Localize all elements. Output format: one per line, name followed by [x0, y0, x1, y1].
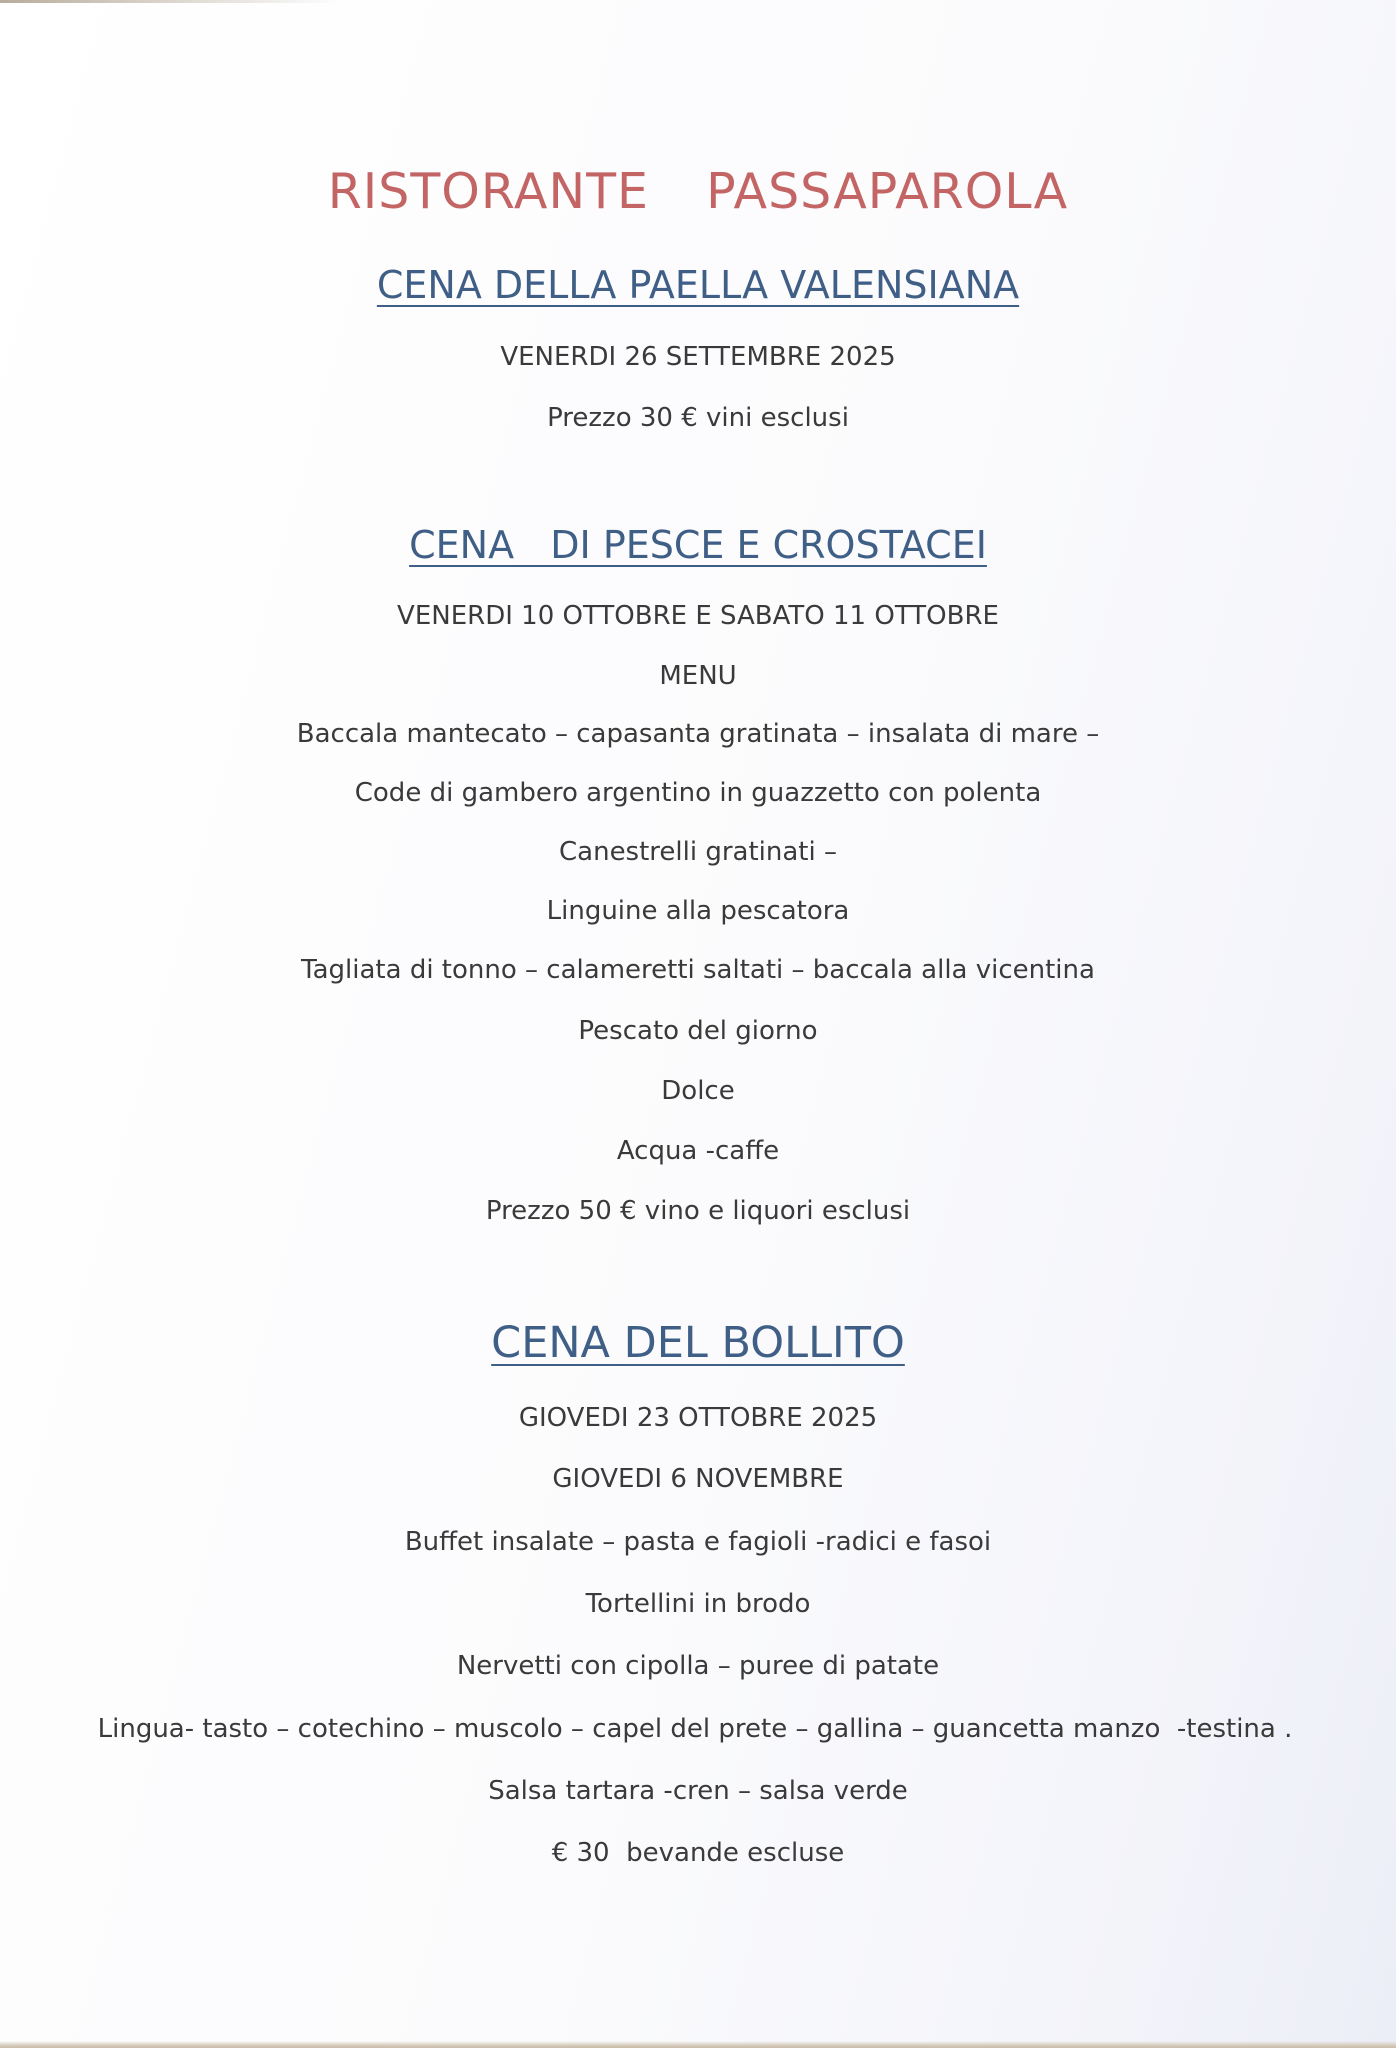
bollito-title: CENA DEL BOLLITO — [491, 1318, 905, 1368]
pesce-menu-item: Baccala mantecato – capasanta gratinata – insalata di mare – — [296, 719, 1100, 749]
bollito-date-2: GIOVEDI 6 NOVEMBRE — [552, 1464, 844, 1494]
pesce-dates: VENERDI 10 OTTOBRE E SABATO 11 OTTOBRE — [397, 601, 999, 631]
paper-bottom-edge — [0, 2041, 1396, 2048]
bollito-menu-item: Tortellini in brodo — [585, 1589, 811, 1619]
paella-date: VENERDI 26 SETTEMBRE 2025 — [500, 342, 896, 372]
pesce-title: CENA DI PESCE E CROSTACEI — [409, 523, 987, 567]
bollito-date-1: GIOVEDI 23 OTTOBRE 2025 — [518, 1403, 878, 1433]
bollito-menu-item: Lingua- tasto – cotechino – muscolo – capel del prete – gallina – guancetta manzo -testina . — [97, 1714, 1293, 1744]
pesce-menu-item: Linguine alla pescatora — [546, 896, 850, 926]
pesce-menu-item: Dolce — [661, 1076, 735, 1106]
bollito-menu-item: Buffet insalate – pasta e fagioli -radici e fasoi — [404, 1527, 992, 1557]
pesce-menu-item: Code di gambero argentino in guazzetto con polenta — [354, 778, 1042, 808]
paper-top-edge — [0, 0, 340, 3]
paella-price: Prezzo 30 € vini esclusi — [547, 403, 849, 433]
paella-title: CENA DELLA PAELLA VALENSIANA — [376, 263, 1020, 307]
bollito-menu-item: Salsa tartara -cren – salsa verde — [488, 1776, 908, 1806]
bollito-price: € 30 bevande escluse — [551, 1838, 845, 1868]
pesce-menu-item: Tagliata di tonno – calameretti saltati – baccala alla vicentina — [301, 955, 1095, 985]
restaurant-name: RISTORANTE PASSAPAROLA — [327, 163, 1069, 220]
pesce-menu-item: Acqua -caffe — [616, 1136, 780, 1166]
pesce-price: Prezzo 50 € vino e liquori esclusi — [485, 1196, 911, 1226]
bollito-menu-item: Nervetti con cipolla – puree di patate — [456, 1651, 940, 1681]
pesce-menu-item: Pescato del giorno — [578, 1016, 818, 1046]
pesce-menu-item: Canestrelli gratinati – — [559, 837, 837, 867]
pesce-menu-label: MENU — [659, 661, 737, 691]
